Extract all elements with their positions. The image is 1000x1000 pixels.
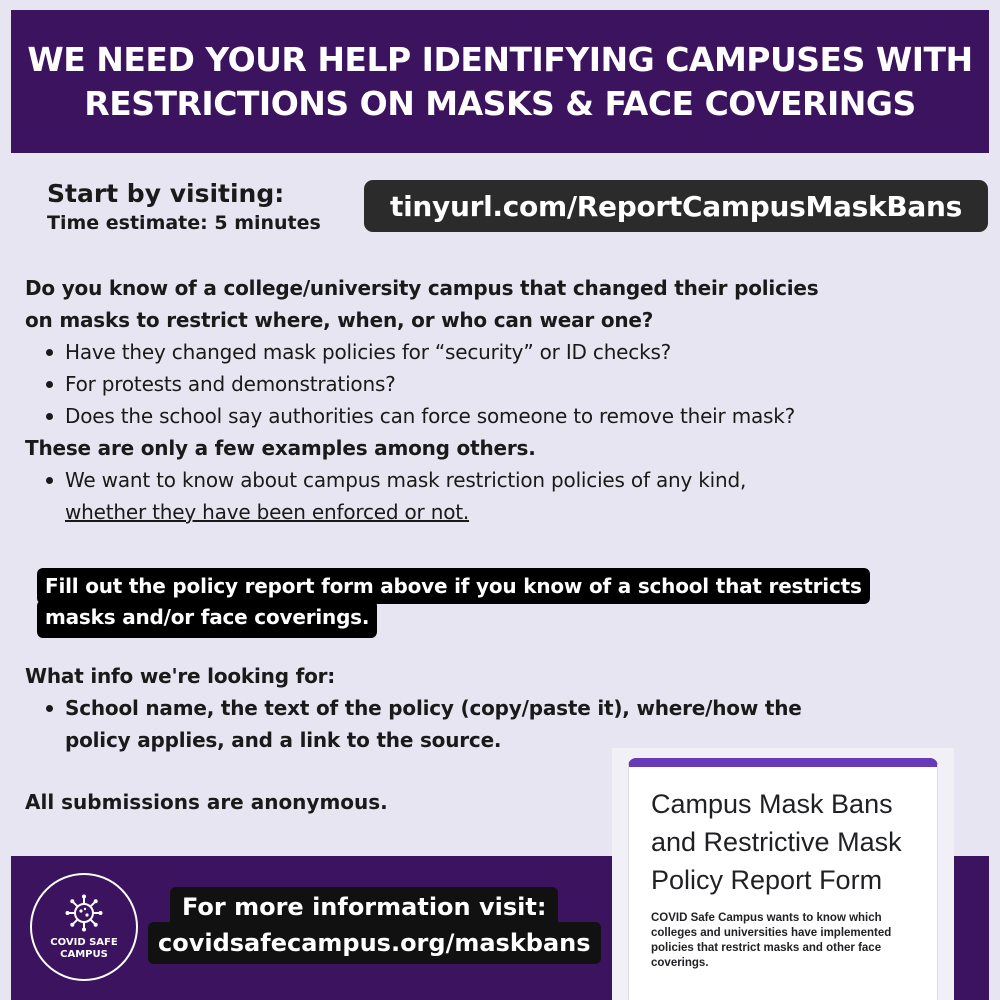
list-item: Does the school say authorities can force someone to remove their mask? xyxy=(43,400,975,432)
info-bullet-line-1: School name, the text of the policy (copy/paste it), where/how the xyxy=(65,696,802,720)
header-banner xyxy=(11,10,989,153)
form-description: COVID Safe Campus wants to know which colleges and universities have implemented policies that restrict masks and other face coverings. xyxy=(651,912,892,969)
logo-line-1: COVID SAFE xyxy=(50,937,118,948)
covid-safe-campus-logo xyxy=(30,873,138,981)
list-item xyxy=(43,692,925,756)
start-section xyxy=(47,178,321,236)
page-title xyxy=(27,38,972,126)
examples-note: These are only a few examples among others. xyxy=(25,436,536,460)
questions-section xyxy=(25,272,975,528)
form-title-line-2: and Restrictive Mask xyxy=(651,827,902,857)
question-intro-line-2: on masks to restrict where, when, or who can wear one? xyxy=(25,308,654,332)
virus-icon xyxy=(64,893,104,933)
title-line-2: RESTRICTIONS ON MASKS & FACE COVERINGS xyxy=(84,83,916,123)
form-title xyxy=(651,785,915,899)
callout-line-1: Fill out the policy report form above if you know of a school that restricts xyxy=(37,568,870,604)
report-url-link[interactable]: tinyurl.com/ReportCampusMaskBans xyxy=(364,180,988,232)
logo-line-2: CAMPUS xyxy=(60,949,108,960)
callout-line-2: masks and/or face coverings. xyxy=(37,600,377,638)
list-item: Have they changed mask policies for “security” or ID checks? xyxy=(43,336,975,368)
form-title-line-1: Campus Mask Bans xyxy=(651,789,893,819)
list-item xyxy=(43,464,975,528)
start-heading: Start by visiting: xyxy=(47,179,285,208)
question-intro xyxy=(25,272,975,336)
kind-bullet-underlined: whether they have been enforced or not. xyxy=(65,500,470,524)
more-info-label: For more information visit: xyxy=(170,887,558,927)
list-item: For protests and demonstrations? xyxy=(43,368,975,400)
form-preview-card xyxy=(628,758,938,1000)
kind-bullets xyxy=(43,464,975,528)
anonymous-note: All submissions are anonymous. xyxy=(25,790,388,814)
info-heading: What info we're looking for: xyxy=(25,664,336,688)
kind-bullet-text: We want to know about campus mask restriction policies of any kind, xyxy=(65,468,747,492)
title-line-1: WE NEED YOUR HELP IDENTIFYING CAMPUSES WITH xyxy=(27,39,973,79)
info-bullets xyxy=(43,692,925,756)
question-bullets xyxy=(43,336,975,432)
time-estimate: Time estimate: 5 minutes xyxy=(47,212,321,234)
question-intro-line-1: Do you know of a college/university campus that changed their policies xyxy=(25,276,819,300)
info-section xyxy=(25,660,925,756)
form-title-line-3: Policy Report Form xyxy=(651,865,883,895)
logo-text xyxy=(50,937,117,961)
more-info-url-link[interactable]: covidsafecampus.org/maskbans xyxy=(148,922,601,964)
info-bullet-line-2: policy applies, and a link to the source. xyxy=(65,728,502,752)
